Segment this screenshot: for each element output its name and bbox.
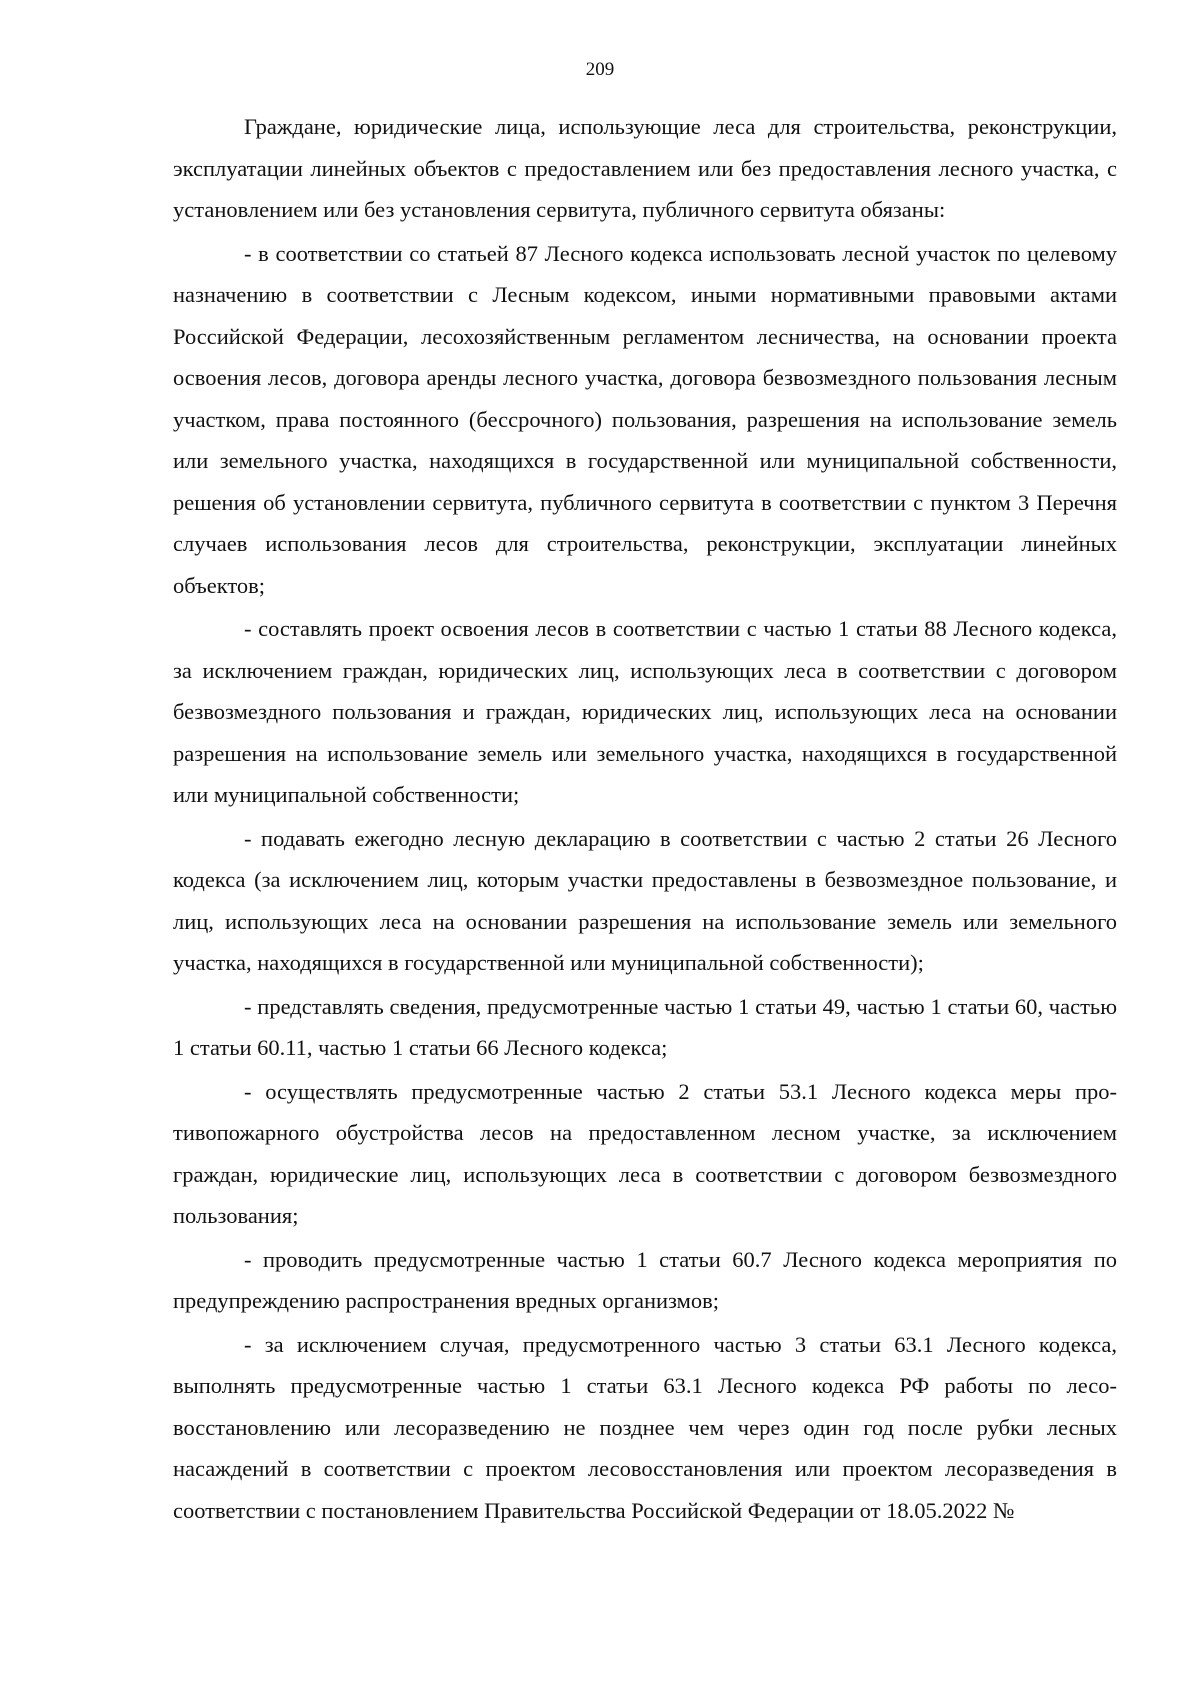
paragraph-harmful-organisms: - проводить предусмотренные частью 1 статьи 60.7 Лесного кодекса мероприятия по предупреждению распространения вредных организмов;: [173, 1246, 1117, 1313]
document-body: [173, 106, 1117, 1533]
paragraph-submit-information: - представлять сведения, предусмотренные частью 1 статьи 49, частью 1 статьи 60, частью 1 статьи 60.11, частью 1 статьи 66 Лесного кодекса;: [173, 993, 1117, 1060]
paragraph-development-project: - составлять проект освоения лесов в соответствии с частью 1 статьи 88 Лесного кодекса, за исключением граждан, юридических лиц, использующих леса в соответствии с договором безвозмездного пользования и граждан, юридических лиц, использующих леса на основании разрешения на использование земель или земельного участка, находящихся в государственной или муниципальной собственности;: [173, 616, 1117, 807]
paragraph-forest-declaration: - подавать ежегодно лесную декларацию в соответствии с частью 2 статьи 26 Лесного кодекса (за исключением лиц, которым участки предоставлены в безвозмездное пользование, и лиц, использующих леса на основании разрешения на использование земель или земельного участка, находящихся в государственной или муниципальной собственности);: [173, 825, 1117, 975]
paragraph-article-87: - в соответствии со статьей 87 Лесного кодекса использовать лесной участок по целевому назначению в соответствии с Лесным кодексом, иными нормативными правовыми актами Российской Федерации, лесохозяйственным регламентом лесничества, на основании проекта освоения лесов, договора аренды лесного участка, договора безвозмездного пользования лесным участком, права постоянного (бессрочного) пользования, разрешения на использование земель или земельного участка, находящихся в государственной или муниципальной собственности, решения об установлении сервитута, публичного сервитута в соответствии с пунктом 3 Перечня случаев использования лесов для строительства, реконструкции, эксплуатации линейных объектов;: [173, 240, 1117, 598]
paragraph-fire-prevention: - осуществлять предусмотренные частью 2 статьи 53.1 Лесного кодекса меры противопожарного обустройства лесов на предоставленном лесном участке, за исключением граждан, юридические лиц, использующих леса в соответствии с договором безвозмездного пользования;: [173, 1078, 1117, 1228]
page-number: 209: [585, 59, 615, 80]
paragraph-intro: Граждане, юридические лица, использующие леса для строительства, реконструкции, эксплуатации линейных объектов с предоставлением или без предоставления лесного участка, с установлением или без установления сервитута, публичного сервитута обязаны:: [173, 114, 1117, 222]
paragraph-reforestation: - за исключением случая, предусмотренного частью 3 статьи 63.1 Лесного кодекса, выполнять предусмотренные частью 1 статьи 63.1 Лесного кодекса РФ работы по лесовосстановлению или лесоразведению не позднее чем через один год после рубки лесных насаждений в соответствии с проектом лесовосстановления или проектом лесоразведения в соответствии с постановлением Правительства Российской Федерации от 18.05.2022 №: [173, 1331, 1117, 1523]
